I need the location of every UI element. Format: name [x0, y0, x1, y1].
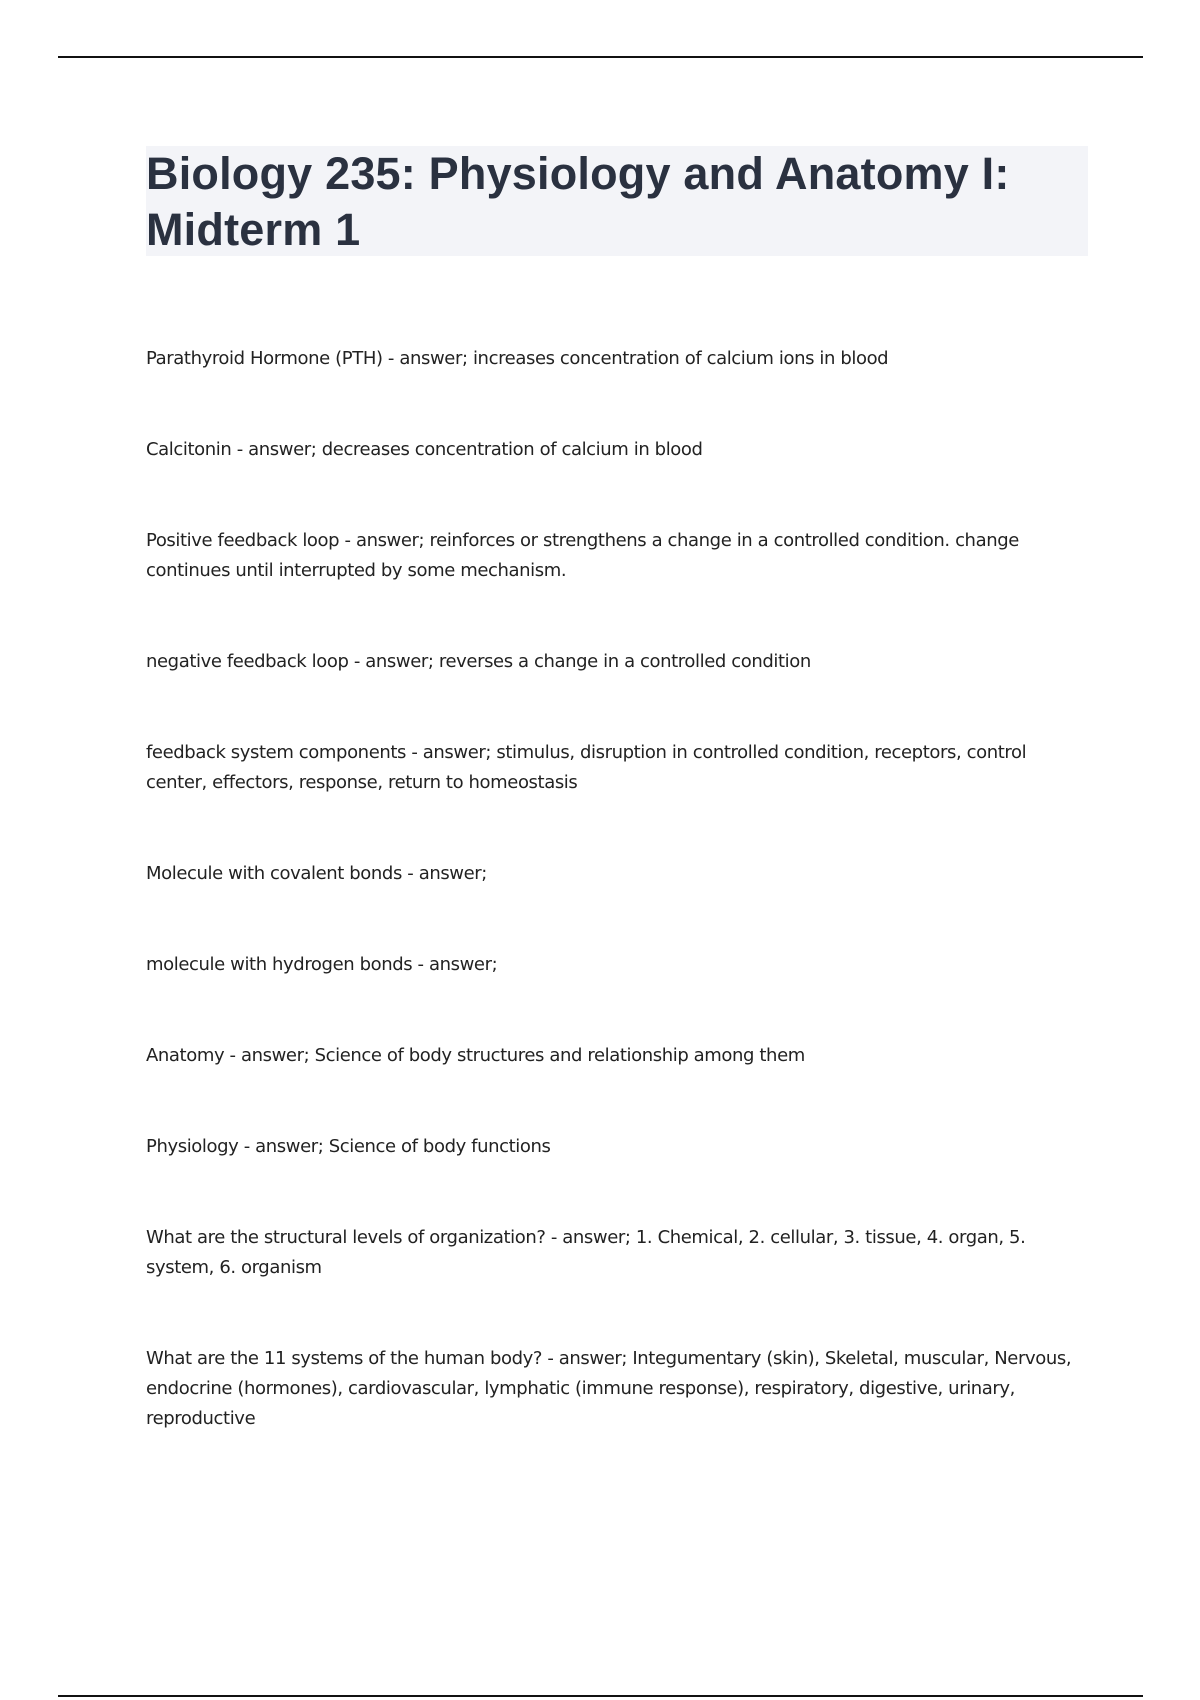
answer: answer;: [428, 954, 498, 975]
term: feedback system components: [146, 742, 407, 763]
separator: -: [231, 439, 249, 460]
term: Calcitonin: [146, 439, 232, 460]
answer: answer;: [418, 863, 487, 884]
answer: answer; decreases concentration of calcium in blood: [248, 439, 703, 460]
term: Molecule with covalent bonds: [146, 863, 402, 884]
answer: answer; reinforces or strengthens a change in a controlled condition. change continues until interrupted by some mechanism.: [146, 530, 1019, 581]
list-item: [146, 738, 1076, 798]
list-item: [146, 435, 1076, 465]
term: Parathyroid Hormone (PTH): [146, 348, 383, 369]
list-item: [146, 1132, 1076, 1162]
separator: -: [542, 1348, 559, 1369]
answer: answer; 1. Chemical, 2. cellular, 3. tissue, 4. organ, 5. system, 6. organism: [146, 1227, 1026, 1278]
list-item: [146, 859, 1076, 889]
answer: answer; Science of body functions: [255, 1136, 551, 1157]
list-item: [146, 526, 1076, 586]
separator: -: [238, 1136, 256, 1157]
list-item: [146, 344, 1076, 374]
page-title: Biology 235: Physiology and Anatomy I: Midterm 1: [146, 148, 1010, 255]
bottom-rule: [58, 1695, 1143, 1697]
answer: answer; stimulus, disruption in controlled condition, receptors, control center, effectors, response, return to homeostasis: [146, 742, 1027, 793]
answer: answer; reverses a change in a controlled condition: [365, 651, 811, 672]
separator: -: [339, 530, 356, 551]
separator: -: [224, 1045, 241, 1066]
list-item: [146, 1041, 1076, 1071]
title-banner: [146, 146, 1088, 256]
answer: answer; increases concentration of calcium ions in blood: [399, 348, 889, 369]
term: Positive feedback loop: [146, 530, 340, 551]
answer: answer; Science of body structures and relationship among them: [240, 1045, 805, 1066]
term: Anatomy: [146, 1045, 225, 1066]
separator: -: [382, 348, 400, 369]
separator: -: [406, 742, 423, 763]
separator: -: [545, 1227, 563, 1248]
list-item: [146, 1223, 1076, 1283]
separator: -: [348, 651, 366, 672]
term: Physiology: [146, 1136, 239, 1157]
answer: answer; Integumentary (skin), Skeletal, muscular, Nervous, endocrine (hormones), cardiovascular, lymphatic (immune response), respiratory, digestive, urinary, reproductive: [146, 1348, 1072, 1429]
list-item: [146, 1344, 1076, 1434]
term: molecule with hydrogen bonds: [146, 954, 413, 975]
top-rule: [58, 56, 1143, 58]
list-item: [146, 950, 1076, 980]
term: negative feedback loop: [146, 651, 349, 672]
term: What are the structural levels of organization?: [146, 1227, 546, 1248]
list-item: [146, 647, 1076, 677]
qa-list: [146, 344, 1076, 1495]
term: What are the 11 systems of the human body?: [146, 1348, 543, 1369]
separator: -: [401, 863, 419, 884]
separator: -: [412, 954, 429, 975]
